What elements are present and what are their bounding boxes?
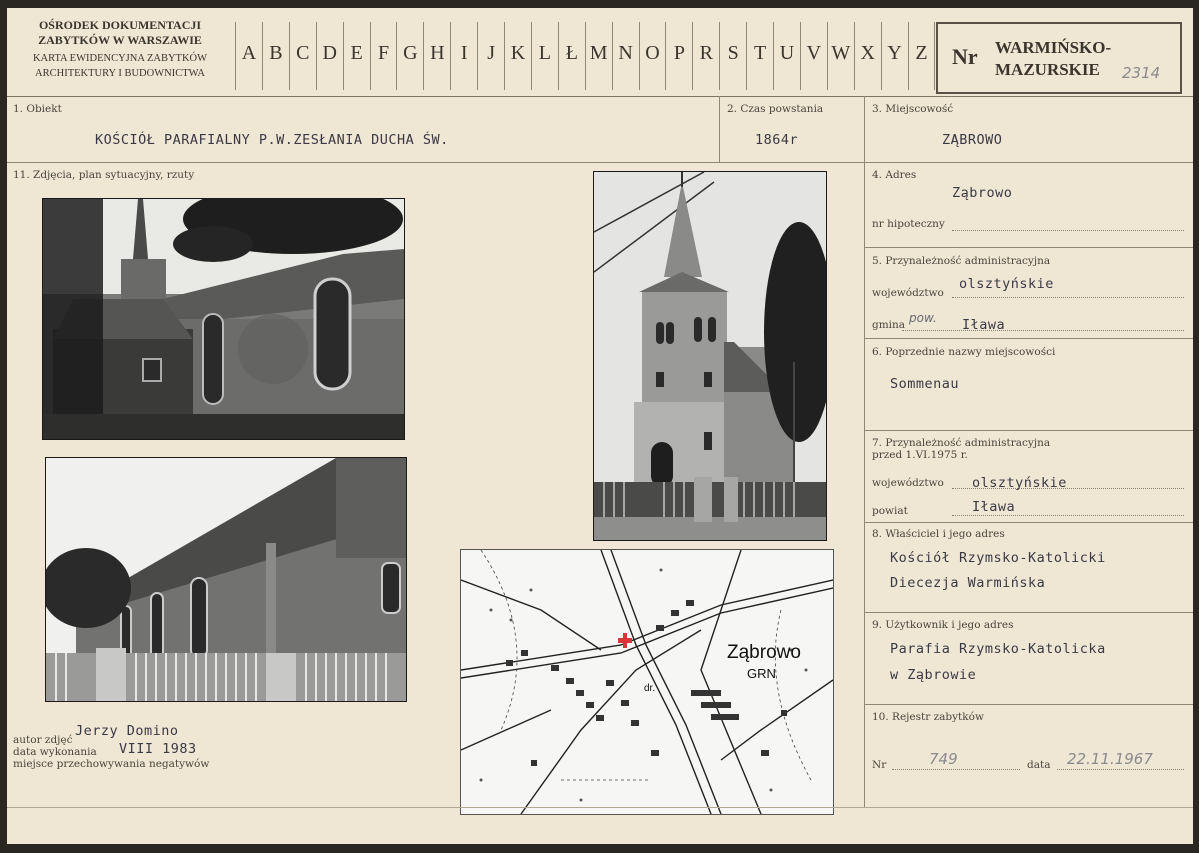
alphabet-letter-y: Y [887, 42, 902, 64]
alphabet-letter-i: I [460, 42, 468, 64]
header-line-2: ZABYTKÓW W WARSZAWIE [38, 33, 202, 47]
alphabet-letter-o: O [645, 42, 660, 64]
adres-label: 4. Adres [872, 169, 917, 181]
adres-value: Ząbrowo [952, 185, 1013, 201]
alphabet-letter-ł: Ł [565, 42, 578, 64]
miejscowosc-value: ZĄBROWO [942, 132, 1003, 148]
photos-section-label: 11. Zdjęcia, plan sytuacyjny, rzuty [13, 169, 195, 181]
rejestr-data-value: 22.11.1967 [1067, 750, 1153, 768]
uzytkownik-label: 9. Użytkownik i jego adres [872, 619, 1014, 631]
wojewodztwo-1975-value: olsztyńskie [972, 475, 1067, 491]
miejscowosc-label: 3. Miejscowość [872, 103, 954, 115]
map-small-label: dr. [644, 683, 656, 694]
alphabet-letter-k: K [510, 42, 526, 64]
region-name-line-1: WARMIŃSKO- [995, 38, 1112, 57]
wlasciciel-line-2: Diecezja Warmińska [890, 575, 1046, 591]
admin1975-label-1: 7. Przynależność administracyjna [872, 437, 1051, 449]
gmina-handwritten: pow. [909, 311, 937, 325]
uzytkownik-line-2: w Ząbrowie [890, 667, 977, 683]
alphabet-letter-v: V [806, 42, 822, 64]
alphabet-letter-r: R [699, 42, 713, 64]
gmina-value: Iława [962, 317, 1006, 333]
rejestr-nr-value: 749 [929, 750, 958, 768]
alphabet-letter-l: L [538, 42, 551, 64]
alphabet-letter-c: C [296, 42, 310, 64]
alphabet-letter-m: M [589, 42, 608, 64]
photo-date-value: VIII 1983 [119, 741, 197, 757]
powiat-value: Iława [972, 499, 1016, 515]
wlasciciel-label: 8. Właściciel i jego adres [872, 528, 1005, 540]
map-town-abbr: GRN [747, 666, 776, 681]
region-nr-label: Nr [952, 44, 978, 69]
alphabet-letter-e: E [350, 42, 363, 64]
poprzednie-value: Sommenau [890, 376, 960, 392]
photo-date-label: data wykonania [13, 746, 97, 758]
region-name-line-2: MAZURSKIE [995, 60, 1100, 79]
header-line-3: KARTA EWIDENCYJNA ZABYTKÓW [32, 53, 208, 64]
hipoteczny-label: nr hipoteczny [872, 218, 945, 230]
alphabet-letter-a: A [241, 42, 257, 64]
obiekt-label: 1. Obiekt [13, 103, 62, 115]
alphabet-letter-n: N [618, 42, 633, 64]
photo-church-tower [593, 171, 827, 541]
inventory-card [7, 8, 1193, 844]
photo-church-side [42, 198, 405, 440]
alphabet-letter-s: S [727, 42, 739, 64]
alphabet-letter-x: X [860, 42, 875, 64]
powiat-label: powiat [872, 505, 908, 517]
czas-powstania-label: 2. Czas powstania [727, 103, 824, 115]
alphabet-letter-z: Z [915, 42, 928, 64]
rejestr-data-label: data [1027, 759, 1051, 771]
alphabet-letter-g: G [403, 42, 418, 64]
wojewodztwo-value: olsztyńskie [959, 276, 1054, 292]
alphabet-letter-d: D [322, 42, 337, 64]
admin1975-label-2: przed 1.VI.1975 r. [872, 449, 968, 461]
region-number: 2314 [1122, 64, 1161, 82]
alphabet-letter-u: U [779, 42, 795, 64]
photo-author-value: Jerzy Domino [75, 723, 179, 739]
header-line-4: ARCHITEKTURY I BUDOWNICTWA [35, 68, 205, 79]
header-line-1: OŚRODEK DOKUMENTACJI [38, 18, 202, 32]
alphabet-letter-h: H [430, 42, 445, 64]
alphabet-letter-t: T [753, 42, 767, 64]
alphabet-letter-p: P [673, 42, 685, 64]
gmina-label: gmina [872, 319, 906, 331]
wojewodztwo-label: województwo [872, 287, 944, 299]
czas-powstania-value: 1864r [755, 132, 799, 148]
region-box [936, 22, 1182, 94]
alphabet-letter-f: F [377, 42, 390, 64]
location-map [460, 549, 834, 815]
obiekt-value: KOŚCIÓŁ PARAFIALNY P.W.ZESŁANIA DUCHA ŚW. [95, 132, 449, 148]
photo-author-label: autor zdjęć [13, 734, 73, 746]
wojewodztwo-1975-label: województwo [872, 477, 944, 489]
photo-church-nave [45, 457, 407, 702]
photo-negative-label: miejsce przechowywania negatywów [13, 758, 210, 770]
rejestr-nr-label: Nr [872, 759, 887, 771]
alphabet-letter-j: J [487, 42, 495, 64]
card-header [7, 8, 1193, 96]
map-town-name: Ząbrowo [727, 642, 801, 663]
rejestr-label: 10. Rejestr zabytków [872, 711, 984, 723]
admin-label: 5. Przynależność administracyjna [872, 255, 1051, 267]
alphabet-letter-b: B [269, 42, 283, 64]
poprzednie-label: 6. Poprzednie nazwy miejscowości [872, 346, 1056, 358]
uzytkownik-line-1: Parafia Rzymsko-Katolicka [890, 641, 1106, 657]
wlasciciel-line-1: Kościół Rzymsko-Katolicki [890, 550, 1106, 566]
alphabet-letter-w: W [831, 42, 851, 64]
